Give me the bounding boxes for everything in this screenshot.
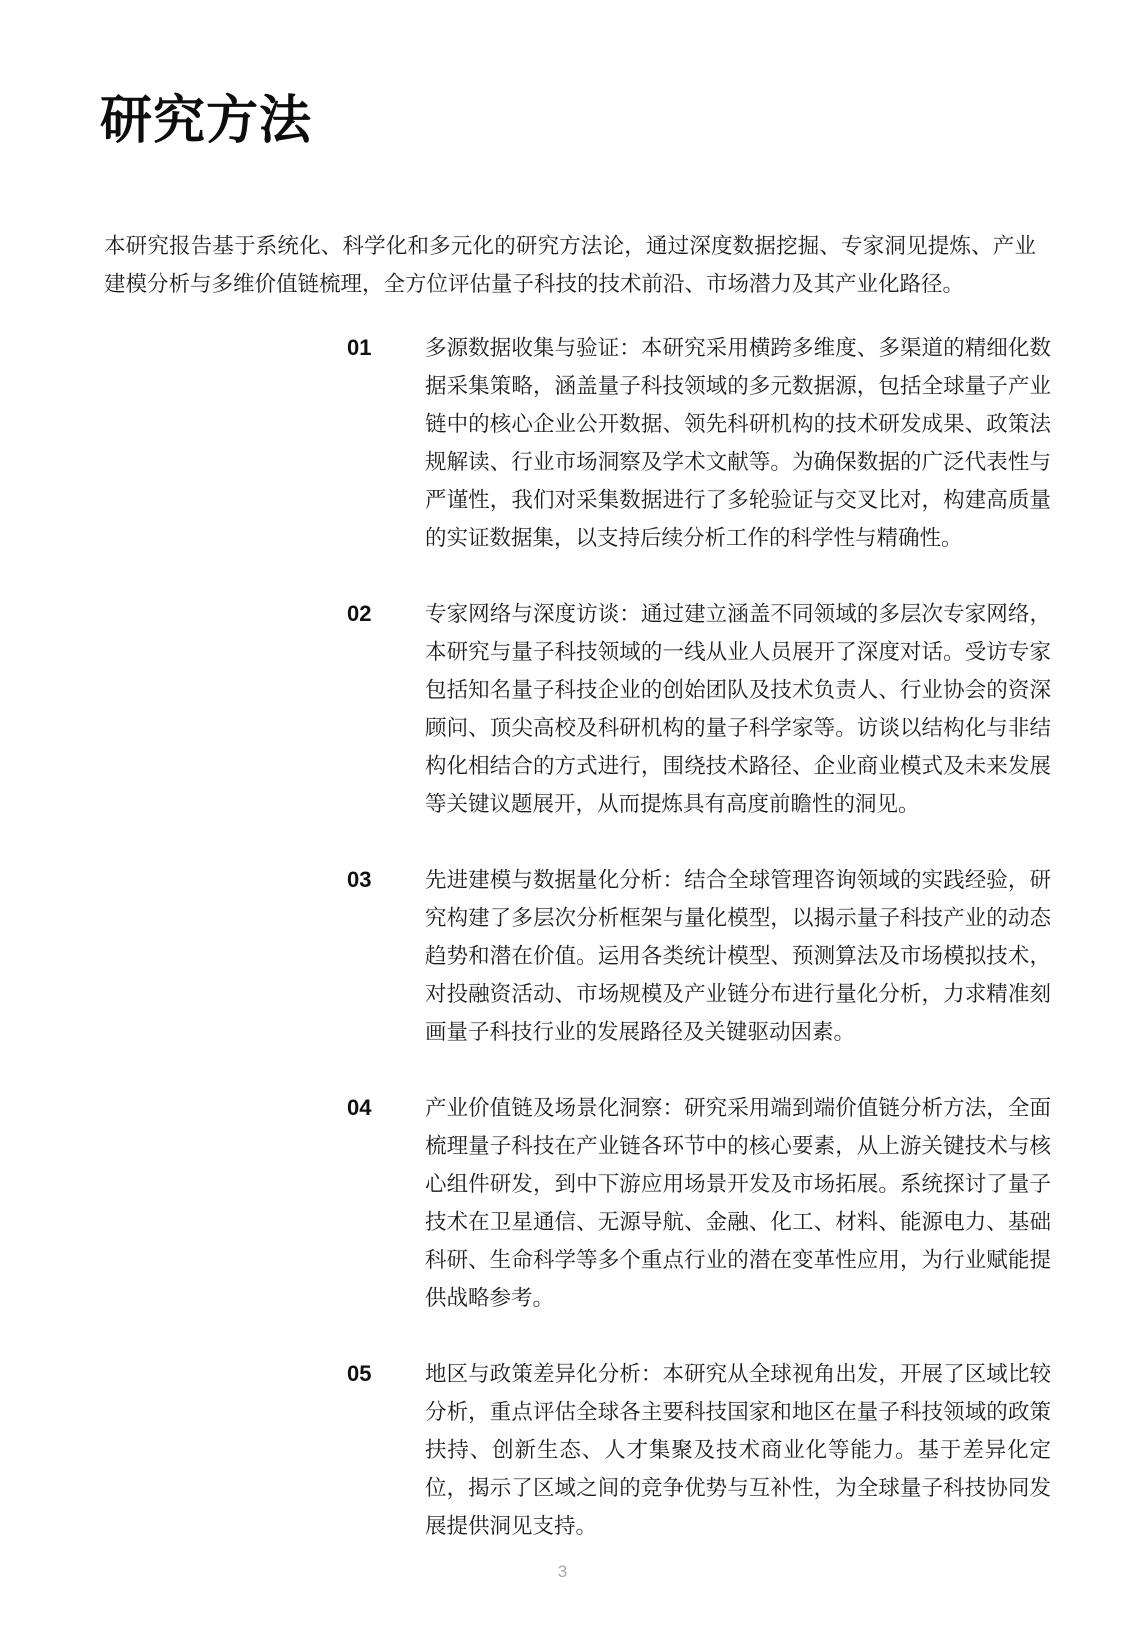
- method-number: 02: [347, 601, 372, 626]
- list-item: [0, 595, 1125, 823]
- method-number: 01: [347, 335, 372, 360]
- method-number: 05: [347, 1361, 372, 1386]
- list-item: [0, 1089, 1125, 1317]
- page-title: 研究方法: [100, 92, 313, 150]
- intro-paragraph: 本研究报告基于系统化、科学化和多元化的研究方法论，通过深度数据挖掘、专家洞见提炼、产业建模分析与多维价值链梳理，全方位评估量子科技的技术前沿、市场潜力及其产业化路径。: [104, 233, 1036, 296]
- method-text: 多源数据收集与验证：本研究采用横跨多维度、多渠道的精细化数据采集策略，涵盖量子科技领域的多元数据源，包括全球量子产业链中的核心企业公开数据、领先科研机构的技术研发成果、政策法规解读、行业市场洞察及学术文献等。为确保数据的广泛代表性与严谨性，我们对采集数据进行了多轮验证与交叉比对，构建高质量的实证数据集，以支持后续分析工作的科学性与精确性。: [425, 336, 1051, 550]
- method-text: 地区与政策差异化分析：本研究从全球视角出发，开展了区域比较分析，重点评估全球各主要科技国家和地区在量子科技领域的政策扶持、创新生态、人才集聚及技术商业化等能力。基于差异化定位，揭示了区域之间的竞争优势与互补性，为全球量子科技协同发展提供洞见支持。: [425, 1362, 1051, 1538]
- method-text: 产业价值链及场景化洞察：研究采用端到端价值链分析方法，全面梳理量子科技在产业链各环节中的核心要素，从上游关键技术与核心组件研发，到中下游应用场景开发及市场拓展。系统探讨了量子技术在卫星通信、无源导航、金融、化工、材料、能源电力、基础科研、生命科学等多个重点行业的潜在变革性应用，为行业赋能提供战略参考。: [425, 1096, 1051, 1310]
- page-number: 3: [557, 1562, 568, 1581]
- method-text: 先进建模与数据量化分析：结合全球管理咨询领域的实践经验，研究构建了多层次分析框架与量化模型，以揭示量子科技产业的动态趋势和潜在价值。运用各类统计模型、预测算法及市场模拟技术，对投融资活动、市场规模及产业链分布进行量化分析，力求精准刻画量子科技行业的发展路径及关键驱动因素。: [425, 868, 1051, 1044]
- method-number: 04: [347, 1095, 372, 1120]
- list-item: [0, 329, 1125, 557]
- methods-list: [0, 329, 1125, 1583]
- method-text: 专家网络与深度访谈：通过建立涵盖不同领域的多层次专家网络，本研究与量子科技领域的一线从业人员展开了深度对话。受访专家包括知名量子科技企业的创始团队及技术负责人、行业协会的资深顾问、顶尖高校及科研机构的量子科学家等。访谈以结构化与非结构化相结合的方式进行，围绕技术路径、企业商业模式及未来发展等关键议题展开，从而提炼具有高度前瞻性的洞见。: [425, 602, 1051, 816]
- method-number: 03: [347, 867, 372, 892]
- list-item: [0, 861, 1125, 1051]
- list-item: [0, 1355, 1125, 1545]
